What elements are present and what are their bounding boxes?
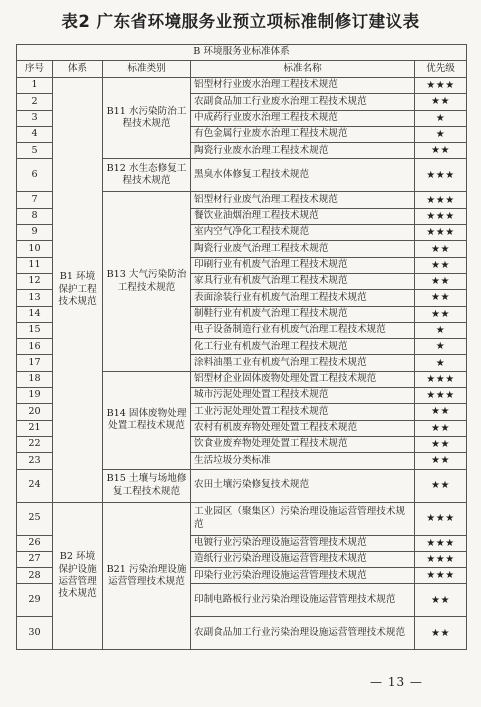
- category-cell: B21 污染治理设施运营管理技术规范: [103, 502, 191, 650]
- priority-stars: ★★★: [415, 551, 467, 567]
- standard-name: 工业污泥处理处置工程技术规范: [191, 404, 415, 420]
- priority-stars: ★★★: [415, 208, 467, 224]
- priority-stars: ★★: [415, 404, 467, 420]
- standard-name: 化工行业有机废气治理工程技术规范: [191, 339, 415, 355]
- row-number: 18: [17, 371, 53, 387]
- category-cell: B11 水污染防治工程技术规范: [103, 78, 191, 159]
- row-number: 14: [17, 306, 53, 322]
- priority-stars: ★★★: [415, 535, 467, 551]
- row-number: 10: [17, 241, 53, 257]
- row-number: 3: [17, 110, 53, 126]
- priority-stars: ★★: [415, 469, 467, 502]
- row-number: 5: [17, 143, 53, 159]
- row-number: 11: [17, 257, 53, 273]
- row-number: 7: [17, 192, 53, 208]
- row-number: 24: [17, 469, 53, 502]
- row-number: 27: [17, 551, 53, 567]
- standard-name: 餐饮业油烟治理工程技术规范: [191, 208, 415, 224]
- header-priority: 优先级: [415, 61, 467, 78]
- row-number: 17: [17, 355, 53, 371]
- category-cell: B15 土壤与场地修复工程技术规范: [103, 469, 191, 502]
- row-number: 1: [17, 78, 53, 94]
- row-number: 8: [17, 208, 53, 224]
- row-number: 16: [17, 339, 53, 355]
- section-title: B 环境服务业标准体系: [17, 45, 467, 61]
- priority-stars: ★★: [415, 306, 467, 322]
- system-cell: B2 环境保护设施运营管理技术规范: [53, 502, 103, 650]
- priority-stars: ★★: [415, 453, 467, 469]
- priority-stars: ★★: [415, 94, 467, 110]
- row-number: 4: [17, 126, 53, 142]
- category-cell: B12 水生态修复工程技术规范: [103, 159, 191, 192]
- standard-name: 黑臭水体修复工程技术规范: [191, 159, 415, 192]
- standard-name: 家具行业有机废气治理工程技术规范: [191, 273, 415, 289]
- priority-stars: ★: [415, 110, 467, 126]
- row-number: 12: [17, 273, 53, 289]
- row-number: 30: [17, 617, 53, 650]
- standard-name: 农田土壤污染修复技术规范: [191, 469, 415, 502]
- standard-name: 涂料油墨工业有机废气治理工程技术规范: [191, 355, 415, 371]
- priority-stars: ★★: [415, 617, 467, 650]
- header-category: 标准类别: [103, 61, 191, 78]
- row-number: 15: [17, 322, 53, 338]
- table-body: [17, 78, 467, 650]
- row-number: 2: [17, 94, 53, 110]
- standard-name: 有色金属行业废水治理工程技术规范: [191, 126, 415, 142]
- priority-stars: ★★: [415, 143, 467, 159]
- standard-name: 陶瓷行业废水治理工程技术规范: [191, 143, 415, 159]
- priority-stars: ★★: [415, 241, 467, 257]
- standard-name: 农副食品加工行业废水治理工程技术规范: [191, 94, 415, 110]
- row-number: 20: [17, 404, 53, 420]
- header-system: 体系: [53, 61, 103, 78]
- priority-stars: ★★★: [415, 225, 467, 241]
- standard-name: 铝型材行业废气治理工程技术规范: [191, 192, 415, 208]
- standard-name: 表面涂装行业有机废气治理工程技术规范: [191, 290, 415, 306]
- standard-name: 饮食业废弃物处理处置工程技术规范: [191, 436, 415, 452]
- standard-name: 印刷行业有机废气治理工程技术规范: [191, 257, 415, 273]
- table-title: 表2 广东省环境服务业预立项标准制修订建议表: [61, 12, 420, 31]
- row-number: 13: [17, 290, 53, 306]
- standard-name: 工业园区（聚集区）污染治理设施运营管理技术规范: [191, 502, 415, 535]
- standards-table: [16, 44, 467, 650]
- standard-name: 铝型材企业固体废物处理处置工程技术规范: [191, 371, 415, 387]
- row-number: 6: [17, 159, 53, 192]
- priority-stars: ★★: [415, 584, 467, 617]
- standard-name: 造纸行业污染治理设施运营管理技术规范: [191, 551, 415, 567]
- priority-stars: ★: [415, 339, 467, 355]
- system-cell: B1 环境保护工程技术规范: [53, 78, 103, 503]
- standard-name: 生活垃圾分类标准: [191, 453, 415, 469]
- category-cell: B14 固体废物处理处置工程技术规范: [103, 371, 191, 469]
- row-number: 22: [17, 436, 53, 452]
- header-name: 标准名称: [191, 61, 415, 78]
- standard-name: 印染行业污染治理设施运营管理技术规范: [191, 568, 415, 584]
- priority-stars: ★★★: [415, 388, 467, 404]
- standard-name: 中成药行业废水治理工程技术规范: [191, 110, 415, 126]
- priority-stars: ★★★: [415, 192, 467, 208]
- standard-name: 陶瓷行业废气治理工程技术规范: [191, 241, 415, 257]
- row-number: 29: [17, 584, 53, 617]
- priority-stars: ★★: [415, 436, 467, 452]
- row-number: 19: [17, 388, 53, 404]
- priority-stars: ★★★: [415, 371, 467, 387]
- row-number: 21: [17, 420, 53, 436]
- priority-stars: ★: [415, 355, 467, 371]
- priority-stars: ★★: [415, 420, 467, 436]
- standard-name: 室内空气净化工程技术规范: [191, 225, 415, 241]
- priority-stars: ★: [415, 126, 467, 142]
- priority-stars: ★★★: [415, 78, 467, 94]
- priority-stars: ★★: [415, 290, 467, 306]
- priority-stars: ★★★: [415, 502, 467, 535]
- standard-name: 印制电路板行业污染治理设施运营管理技术规范: [191, 584, 415, 617]
- table-row: [17, 78, 467, 94]
- standard-name: 铝型材行业废水治理工程技术规范: [191, 78, 415, 94]
- standard-name: 农副食品加工行业污染治理设施运营管理技术规范: [191, 617, 415, 650]
- standard-name: 城市污泥处理处置工程技术规范: [191, 388, 415, 404]
- standard-name: 电子设备制造行业有机废气治理工程技术规范: [191, 322, 415, 338]
- page-number: — 13 —: [370, 675, 423, 689]
- priority-stars: ★★: [415, 273, 467, 289]
- standard-name: 制鞋行业有机废气治理工程技术规范: [191, 306, 415, 322]
- category-cell: B13 大气污染防治工程技术规范: [103, 192, 191, 371]
- row-number: 9: [17, 225, 53, 241]
- standard-name: 电镀行业污染治理设施运营管理技术规范: [191, 535, 415, 551]
- row-number: 28: [17, 568, 53, 584]
- priority-stars: ★★: [415, 257, 467, 273]
- row-number: 23: [17, 453, 53, 469]
- header-no: 序号: [17, 61, 53, 78]
- table-row: [17, 502, 467, 535]
- row-number: 26: [17, 535, 53, 551]
- row-number: 25: [17, 502, 53, 535]
- priority-stars: ★★★: [415, 568, 467, 584]
- standard-name: 农村有机废弃物处理处置工程技术规范: [191, 420, 415, 436]
- priority-stars: ★★★: [415, 159, 467, 192]
- priority-stars: ★: [415, 322, 467, 338]
